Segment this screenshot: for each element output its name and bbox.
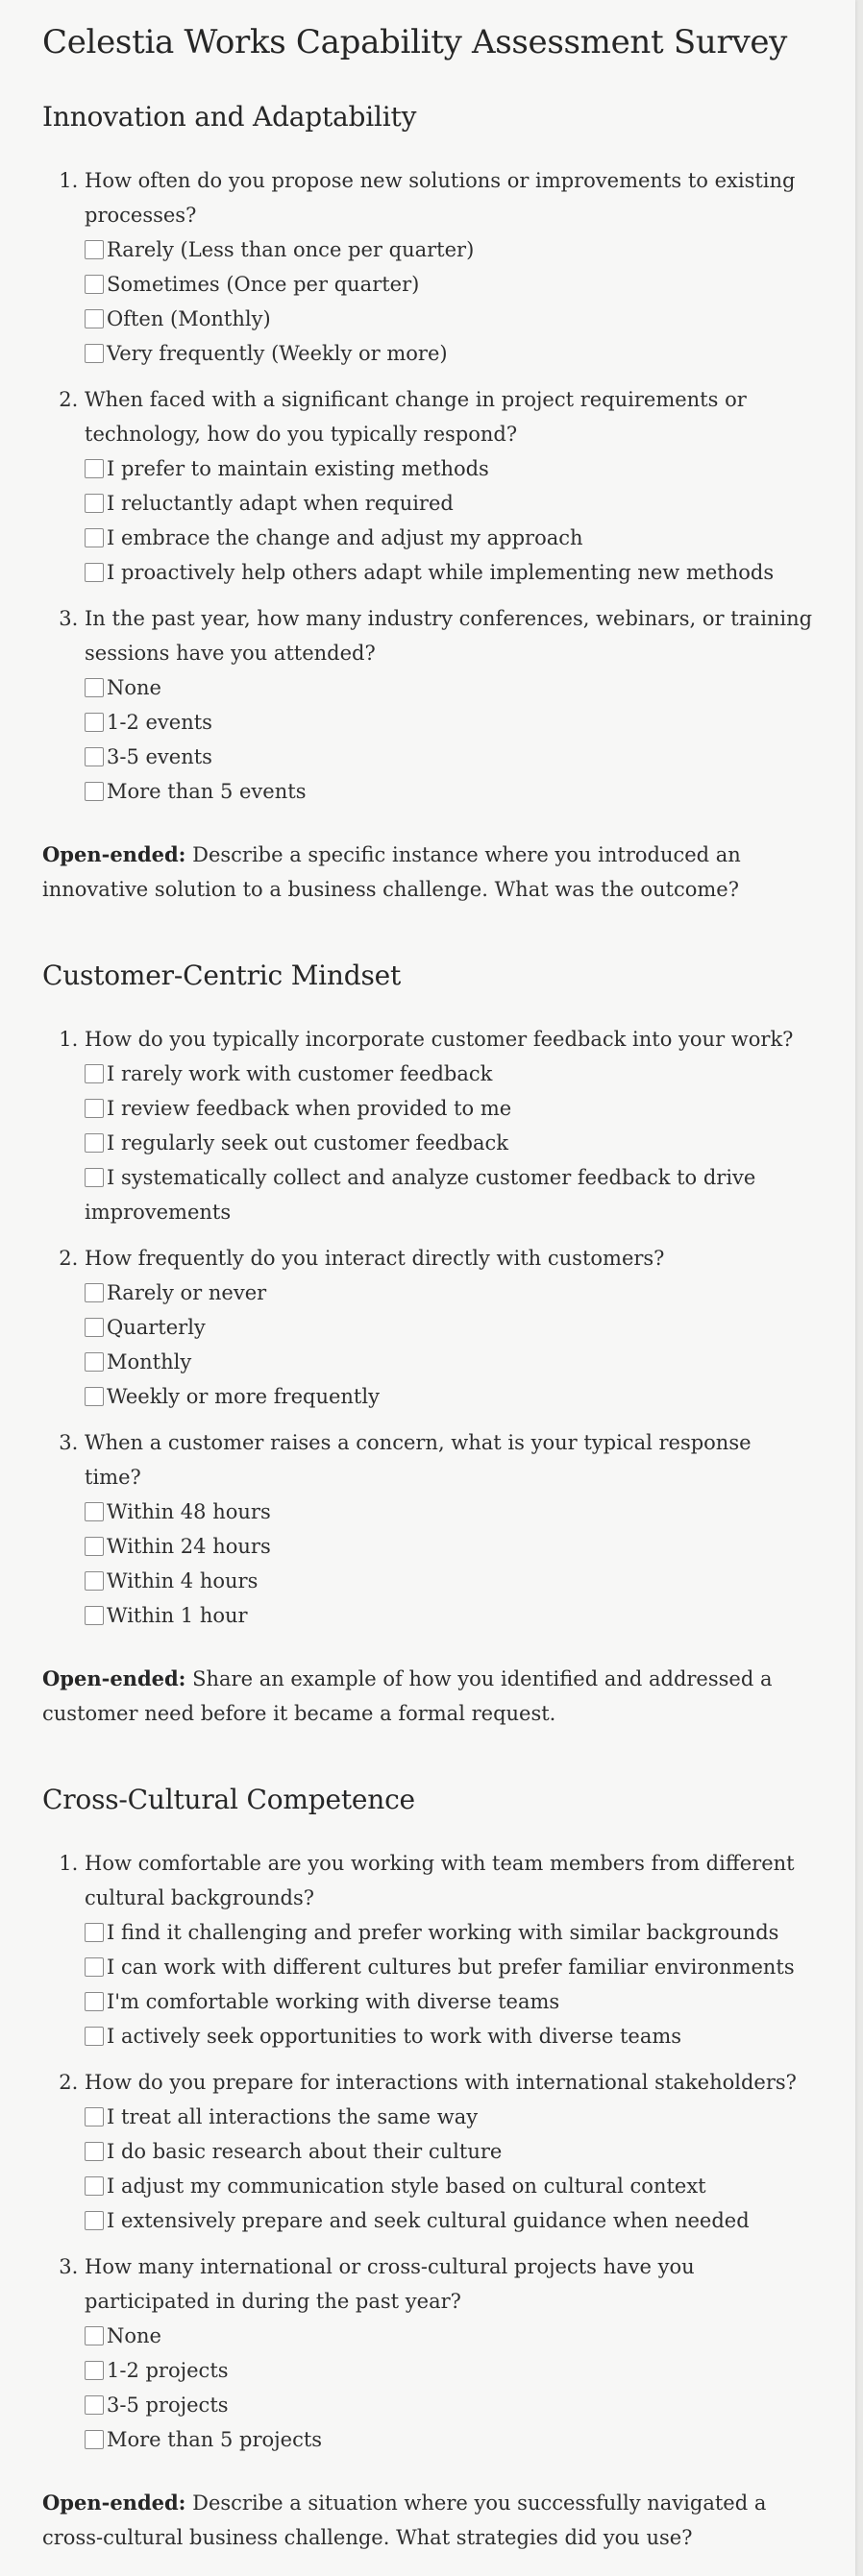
option-list <box>85 1276 813 1414</box>
option-label: I extensively prepare and seek cultural guidance when needed <box>107 2209 750 2232</box>
question-text: When faced with a significant change in project requirements or technology, how do you typically respond? <box>85 388 747 446</box>
open-ended-text: Describe a specific instance where you introduced an innovative solution to a business challenge. What was the outcome? <box>42 843 741 901</box>
option-list <box>85 2319 813 2457</box>
checkbox[interactable] <box>85 528 104 547</box>
checkbox[interactable] <box>85 2395 104 2415</box>
option-label: Weekly or more frequently <box>107 1385 380 1408</box>
option-item[interactable] <box>85 2019 813 2054</box>
checkbox[interactable] <box>85 344 104 363</box>
option-item[interactable] <box>85 2169 813 2203</box>
option-item[interactable] <box>85 1495 813 1529</box>
option-item[interactable] <box>85 670 813 705</box>
checkbox[interactable] <box>85 494 104 513</box>
option-label: I can work with different cultures but prefer familiar environments <box>107 1956 795 1979</box>
option-label: I treat all interactions the same way <box>107 2105 479 2128</box>
option-list <box>85 1495 813 1633</box>
option-label: None <box>107 676 161 699</box>
checkbox[interactable] <box>85 1606 104 1625</box>
option-item[interactable] <box>85 774 813 809</box>
option-label: 3-5 projects <box>107 2394 229 2417</box>
checkbox[interactable] <box>85 2211 104 2230</box>
option-item[interactable] <box>85 1379 813 1414</box>
option-label: 1-2 events <box>107 711 212 734</box>
question-item <box>85 601 813 809</box>
question-item <box>85 2065 813 2238</box>
option-label: I rarely work with customer feedback <box>107 1062 493 1085</box>
section-innovation <box>42 100 813 907</box>
checkbox[interactable] <box>85 563 104 582</box>
option-item[interactable] <box>85 2203 813 2238</box>
option-list <box>85 232 813 371</box>
checkbox[interactable] <box>85 1064 104 1083</box>
checkbox[interactable] <box>85 2142 104 2161</box>
option-item[interactable] <box>85 1310 813 1345</box>
option-label: I actively seek opportunities to work with diverse teams <box>107 2025 682 2048</box>
question-text: How often do you propose new solutions or improvements to existing processes? <box>85 169 796 227</box>
option-item[interactable] <box>85 486 813 521</box>
section-customer-centric <box>42 959 813 1731</box>
checkbox[interactable] <box>85 1283 104 1302</box>
question-item <box>85 163 813 371</box>
open-ended-label: Open-ended: <box>42 1666 186 1690</box>
checkbox[interactable] <box>85 275 104 294</box>
option-label: Within 1 hour <box>107 1604 248 1627</box>
question-text: How many international or cross-cultural projects have you participated in during the past year? <box>85 2255 695 2313</box>
checkbox[interactable] <box>85 1168 104 1187</box>
option-label: I reluctantly adapt when required <box>107 492 454 515</box>
option-item[interactable] <box>85 2422 813 2457</box>
option-item[interactable] <box>85 1126 813 1160</box>
checkbox[interactable] <box>85 240 104 259</box>
option-item[interactable] <box>85 1091 813 1126</box>
option-label: Within 4 hours <box>107 1569 259 1592</box>
checkbox[interactable] <box>85 1992 104 2011</box>
option-item[interactable] <box>85 232 813 267</box>
checkbox[interactable] <box>85 678 104 697</box>
checkbox[interactable] <box>85 1502 104 1521</box>
checkbox[interactable] <box>85 1957 104 1977</box>
option-item[interactable] <box>85 336 813 371</box>
section-title: Cross-Cultural Competence <box>42 1784 415 1815</box>
checkbox[interactable] <box>85 2176 104 2196</box>
option-item[interactable] <box>85 1345 813 1379</box>
checkbox[interactable] <box>85 747 104 766</box>
option-label: More than 5 projects <box>107 2428 323 2451</box>
question-text: How comfortable are you working with team members from different cultural backgrounds? <box>85 1852 795 1909</box>
checkbox[interactable] <box>85 1099 104 1118</box>
option-label: 3-5 events <box>107 745 212 768</box>
option-item[interactable] <box>85 1529 813 1564</box>
open-ended-text: Share an example of how you identified and addressed a customer need before it became a formal request. <box>42 1667 773 1725</box>
checkbox[interactable] <box>85 1387 104 1406</box>
option-label: Very frequently (Weekly or more) <box>107 342 448 365</box>
checkbox[interactable] <box>85 1571 104 1591</box>
checkbox[interactable] <box>85 2361 104 2380</box>
checkbox[interactable] <box>85 459 104 478</box>
option-label: None <box>107 2324 161 2347</box>
question-item <box>85 1846 813 2054</box>
question-text: When a customer raises a concern, what is your typical response time? <box>85 1431 752 1489</box>
option-item[interactable] <box>85 1950 813 1984</box>
option-list <box>85 1057 813 1229</box>
option-label: Within 48 hours <box>107 1500 271 1523</box>
option-list <box>85 1915 813 2054</box>
option-list <box>85 670 813 809</box>
checkbox[interactable] <box>85 2027 104 2046</box>
option-item[interactable] <box>85 1057 813 1091</box>
checkbox[interactable] <box>85 782 104 801</box>
question-text: How do you prepare for interactions with international stakeholders? <box>85 2071 797 2094</box>
option-item[interactable] <box>85 1564 813 1598</box>
question-list <box>42 163 813 809</box>
question-item <box>85 2249 813 2457</box>
page-title: Celestia Works Capability Assessment Survey <box>42 23 788 61</box>
question-text: How do you typically incorporate customer feedback into your work? <box>85 1028 794 1051</box>
option-label: I proactively help others adapt while implementing new methods <box>107 561 775 584</box>
option-label: Often (Monthly) <box>107 307 271 330</box>
option-label: I do basic research about their culture <box>107 2140 503 2163</box>
checkbox[interactable] <box>85 2107 104 2126</box>
option-label: I embrace the change and adjust my approach <box>107 526 583 549</box>
option-item[interactable] <box>85 1915 813 1950</box>
open-ended-label: Open-ended: <box>42 842 186 866</box>
section-title: Customer-Centric Mindset <box>42 960 402 991</box>
checkbox[interactable] <box>85 1923 104 1942</box>
option-list <box>85 451 813 590</box>
option-item[interactable] <box>85 2388 813 2422</box>
option-label: Sometimes (Once per quarter) <box>107 273 420 296</box>
option-label: Monthly <box>107 1350 192 1373</box>
option-item[interactable] <box>85 1984 813 2019</box>
option-item[interactable] <box>85 302 813 336</box>
checkbox[interactable] <box>85 713 104 732</box>
checkbox[interactable] <box>85 1537 104 1556</box>
option-item[interactable] <box>85 2134 813 2169</box>
question-item <box>85 1022 813 1229</box>
option-item[interactable] <box>85 451 813 486</box>
checkbox[interactable] <box>85 1318 104 1337</box>
option-item[interactable] <box>85 555 813 590</box>
option-label: Within 24 hours <box>107 1535 271 1558</box>
option-label: Quarterly <box>107 1316 206 1339</box>
option-item[interactable] <box>85 2353 813 2388</box>
option-item[interactable] <box>85 2100 813 2134</box>
option-item[interactable] <box>85 740 813 774</box>
option-label: I find it challenging and prefer working with similar backgrounds <box>107 1921 779 1944</box>
option-label: I adjust my communication style based on cultural context <box>107 2175 706 2198</box>
question-item <box>85 382 813 590</box>
option-label: I regularly seek out customer feedback <box>107 1131 508 1154</box>
checkbox[interactable] <box>85 1133 104 1153</box>
option-item[interactable] <box>85 2319 813 2353</box>
option-item[interactable] <box>85 521 813 555</box>
option-item[interactable] <box>85 1276 813 1310</box>
question-text: In the past year, how many industry conferences, webinars, or training sessions have you attended? <box>85 607 813 665</box>
open-ended-label: Open-ended: <box>42 2491 186 2515</box>
open-ended-prompt <box>42 838 813 907</box>
option-label: More than 5 events <box>107 780 307 803</box>
option-item[interactable] <box>85 1160 813 1229</box>
option-label: 1-2 projects <box>107 2359 229 2382</box>
section-title: Innovation and Adaptability <box>42 101 417 133</box>
open-ended-prompt <box>42 2486 813 2555</box>
option-item[interactable] <box>85 267 813 302</box>
open-ended-prompt <box>42 1662 813 1731</box>
option-item[interactable] <box>85 1598 813 1633</box>
option-list <box>85 2100 813 2238</box>
question-item <box>85 1425 813 1633</box>
option-label: I prefer to maintain existing methods <box>107 457 489 480</box>
option-label: Rarely (Less than once per quarter) <box>107 238 475 261</box>
option-label: I'm comfortable working with diverse teams <box>107 1990 560 2013</box>
question-item <box>85 1241 813 1414</box>
checkbox[interactable] <box>85 2326 104 2345</box>
option-label: I systematically collect and analyze customer feedback to drive improvements <box>85 1166 756 1224</box>
option-item[interactable] <box>85 705 813 740</box>
question-list <box>42 1846 813 2457</box>
checkbox[interactable] <box>85 309 104 328</box>
section-cross-cultural <box>42 1783 813 2555</box>
open-ended-text: Describe a situation where you successfully navigated a cross-cultural business challenge. What strategies did you use? <box>42 2491 767 2549</box>
question-text: How frequently do you interact directly with customers? <box>85 1247 665 1270</box>
checkbox[interactable] <box>85 2430 104 2449</box>
option-label: I review feedback when provided to me <box>107 1097 512 1120</box>
question-list <box>42 1022 813 1633</box>
checkbox[interactable] <box>85 1352 104 1372</box>
option-label: Rarely or never <box>107 1281 267 1304</box>
